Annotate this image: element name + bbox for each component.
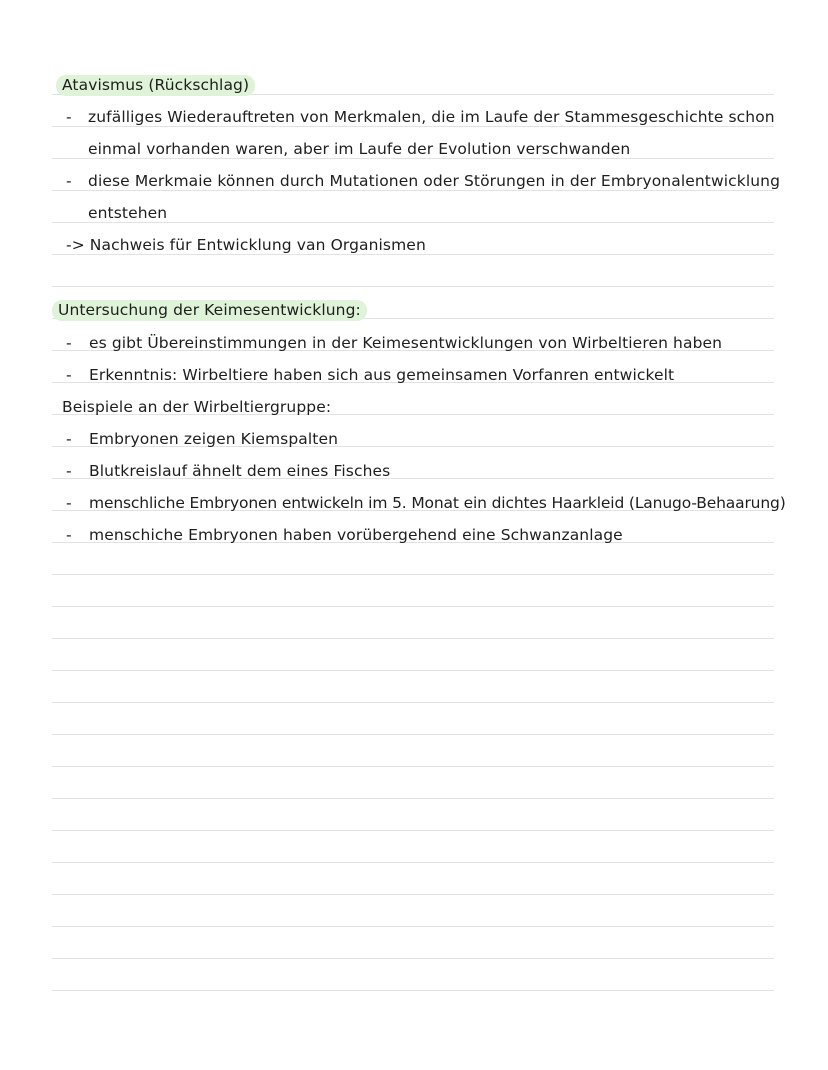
bullet-text: Erkenntnis: Wirbeltiere haben sich aus gemeinsamen Vorfanren entwickelt <box>89 366 675 384</box>
example-text: menschiche Embryonen haben vorübergehend eine Schwanzanlage <box>89 526 623 544</box>
rule-line <box>52 990 774 991</box>
bullet-text: zufälliges Wiederauftreten von Merkmalen, die im Laufe der Stammesgeschichte schon <box>88 108 775 126</box>
rule-line <box>52 830 774 831</box>
example-item <box>0 458 828 484</box>
bullet-dash: - <box>66 172 72 190</box>
bullet-dash: - <box>66 494 72 512</box>
bullet-text: entstehen <box>88 204 168 222</box>
rule-line <box>52 606 774 607</box>
bullet-dash: - <box>66 430 72 448</box>
example-text: menschliche Embryonen entwickeln im 5. Monat ein dichtes Haarkleid (Lanugo-Behaarung) <box>89 494 786 512</box>
bullet-continuation <box>0 200 828 226</box>
bullet-dash: - <box>66 462 72 480</box>
heading-highlight: Untersuchung der Keimesentwicklung: <box>52 300 367 321</box>
rule-line <box>52 638 774 639</box>
subheading: Beispiele an der Wirbeltiergruppe: <box>62 398 332 416</box>
bullet-item <box>0 362 828 388</box>
bullet-item <box>0 168 828 194</box>
conclusion-line: -> Nachweis für Entwicklung van Organismen <box>66 236 426 254</box>
rule-line <box>52 766 774 767</box>
bullet-item <box>0 104 828 130</box>
example-item <box>0 490 828 516</box>
bullet-continuation <box>0 136 828 162</box>
rule-line <box>52 926 774 927</box>
rule-line <box>52 958 774 959</box>
bullet-dash: - <box>66 108 72 126</box>
rule-line <box>52 862 774 863</box>
example-text: Blutkreislauf ähnelt dem eines Fisches <box>89 462 391 480</box>
rule-line <box>52 670 774 671</box>
heading-highlight: Atavismus (Rückschlag) <box>56 75 255 96</box>
bullet-dash: - <box>66 334 72 352</box>
section-heading <box>58 297 367 323</box>
bullet-text: einmal vorhanden waren, aber im Laufe der Evolution verschwanden <box>88 140 631 158</box>
bullet-text: es gibt Übereinstimmungen in der Keimesentwicklungen von Wirbeltieren haben <box>89 334 723 352</box>
rule-line <box>52 798 774 799</box>
example-item <box>0 522 828 548</box>
section-heading <box>62 72 255 98</box>
example-item <box>0 426 828 452</box>
rule-line <box>52 574 774 575</box>
bullet-text: diese Merkmaie können durch Mutationen oder Störungen in der Embryonalentwicklung <box>88 172 781 190</box>
bullet-dash: - <box>66 526 72 544</box>
bullet-item <box>0 330 828 356</box>
rule-line <box>52 734 774 735</box>
rule-line <box>52 894 774 895</box>
rule-line <box>52 286 774 287</box>
bullet-dash: - <box>66 366 72 384</box>
example-text: Embryonen zeigen Kiemspalten <box>89 430 339 448</box>
rule-line <box>52 702 774 703</box>
